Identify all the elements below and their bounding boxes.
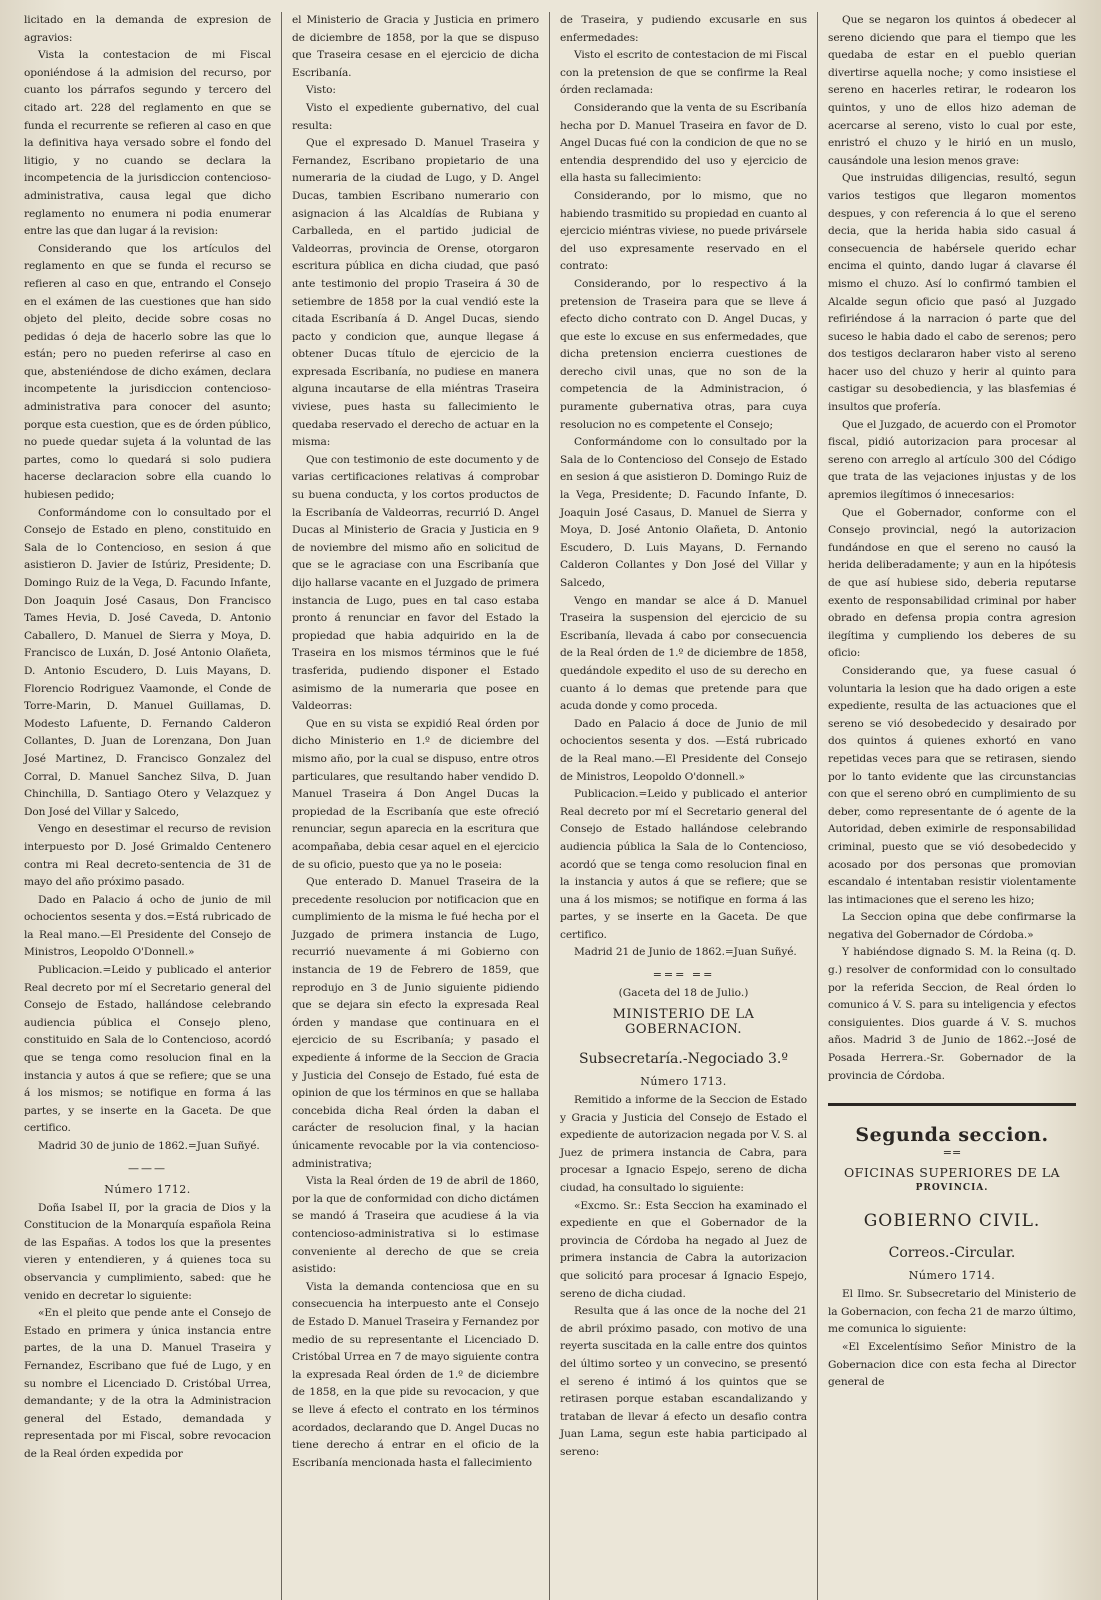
paragraph: Resulta que á las once de la noche del 21 de abril próximo pasado, con motivo de una reyerta suscitada en la calle entre dos quintos del último sorteo y un convecino, se presentó el sereno é intimó á los quintos que se retirasen porque estaban escandalizando y trataban de llevar á efecto un desafio contra Juan Lama, segun este habia participado al sereno: (560, 1305, 807, 1458)
section-divider (828, 1103, 1076, 1106)
subsection-heading: Correos.-Circular. (888, 1245, 1016, 1262)
paragraph: Que con testimonio de este documento y de varias certificaciones relativas á comprobar su buena conducta, y los cortos productos de la Escribanía de Valdeorras, recurrió D. Angel Ducas al Ministerio de Gracia y Justicia en 9 de noviembre del mismo año en solicitud de que se le agraciase con una Escribanía que dijo hallarse vacante en el Juzgado de primera instancia de Lugo, pues en tal caso estaba pronto á renunciar en favor del Estado la propiedad que habia adquirido en la de Traseira en los mismos términos que le fué trasferida, pudiendo disponer el Estado asimismo de la numeraria que posee en Valdeorras: (292, 453, 539, 713)
paragraph: Que el expresado D. Manuel Traseira y Fernandez, Escribano propietario de una numeraria de la ciudad de Lugo, y D. Angel Ducas, tambien Escribano numerario con asignacion á las Alcaldías de Rubiana y Carballeda, en el partido judicial de Valdeorras, provincia de Orense, otorgaron escritura pública en dicha ciudad, que pasó ante testimonio del propio Traseira á 30 de setiembre de 1858 por la cual vendió este la citada Escribanía á D. Angel Ducas, siendo pacto y condicion que, aunque llegase á obtener Ducas título de ejercicio de la expresada Escribanía, no pudiese en manera alguna incautarse de ella miéntras Traseira viviese, pues hasta su fallecimiento le quedaba reservado el derecho de actuar en la misma: (292, 137, 539, 449)
paragraph: Considerando, por lo respectivo á la pretension de Traseira para que se lleve á efecto dicho contrato con D. Angel Ducas, y que este lo excuse en sus enfermedades, que dicha pretension encierra cuestiones de derecho civil unas, que no son de la competencia de la Administracion, ó puramente gubernativa otras, para cuya resolucion no es competente el Consejo; (560, 277, 807, 431)
gazette-reference: (Gaceta del 18 de Julio.) (618, 987, 749, 1000)
paragraph: Vista la contestacion de mi Fiscal oponiéndose á la admision del recurso, por cuanto los párrafos segundo y tercero del citado art. 228 del reglamento en que se funda el recurrente se refieren al caso en que la definitiva haya versado sobre el fondo del litigio, y no cuando se declara la incompetencia de la jurisdiccion contencioso-administrativa, causa legal que dicho reglamento no enumera ni podia enumerar entre las que dan lugar á la revision: (24, 49, 271, 238)
paragraph: Que enterado D. Manuel Traseira de la precedente resolucion por notificacion que en cumplimiento de la misma le fué hecha por el Juzgado de primera instancia de Lugo, recurrió nuevamente á mi Gobierno con instancia de 19 de Febrero de 1859, que reprodujo en 3 de Junio siguiente pidiendo que se dejara sin efecto la expresada Real órden y mandase que continuara en el ejercicio de su Escribanía; y pasado el expediente á informe de la Seccion de Gracia y Justicia del Consejo de Estado, fué esta de opinion de que los términos en que se hallaba concebida dicha Real órden la daban el carácter de resolucion final, y la hacian únicamente revocable por la via contencioso-administrativa; (292, 876, 539, 1170)
paragraph: Dado en Palacio á ocho de junio de mil ochocientos sesenta y dos.=Está rubricado de la Real mano.—El Presidente del Consejo de Ministros, Leopoldo O'Donnell.» (24, 893, 271, 959)
paragraph: Conformándome con lo consultado por la Sala de lo Contencioso del Consejo de Estado en sesion á que asistieron D. Domingo Ruiz de la Vega, Presidente; D. Facundo Infante, D. Joaquin José Casaus, D. Manuel de Sierra y Moya, D. José Antonio Olañeta, D. Antonio Escudero, D. Luis Mayans, D. Fernando Calderon Collantes y Don José del Villar y Salcedo, (560, 436, 807, 589)
section-heading-gobierno: GOBIERNO CIVIL. (863, 1211, 1041, 1232)
paragraph: Visto: (306, 84, 336, 97)
section-heading-segunda: Segunda seccion. (855, 1124, 1049, 1147)
provincia-label: PROVINCIA. (915, 1183, 989, 1194)
separator: ——— (128, 1161, 167, 1175)
paragraph: Que instruidas diligencias, resultó, segun varios testigos que llegaron momentos despues, y con referencia á lo que el sereno decia, que la herida habia sido casual á consecuencia de habérsele querido echar encima el quinto, dando lugar á clavarse él mismo el chuzo. Así lo confirmó tambien el Alcalde segun oficio que pasó al Juzgado refiriéndose á la narracion ó parte que del suceso le habia dado el cabo de serenos; pero dos testigos declararon haber visto al sereno hacer uso del chuzo y herir al quinto para castigar su desobediencia, y las blasfemias é insultos que profería. (828, 172, 1076, 414)
paragraph: Considerando que la venta de su Escribanía hecha por D. Manuel Traseira en favor de D. Angel Ducas fué con la condicion de que no se entendia desprendido del uso y ejercicio de ella hasta su fallecimiento: (560, 101, 807, 185)
paragraph: Publicacion.=Leido y publicado el anterior Real decreto por mí el Secretario general del Consejo de Estado, hallándose celebrando audiencia pública el Consejo pleno, constituido en Sala de lo Contencioso, acordó que se tenga como resolucion final en la instancia y autos á que se refiere; que se una á los mismos; se notifique en forma á las partes, y se inserte en la Gaceta. De que certifico. (24, 964, 271, 1135)
paragraph: Que en su vista se expidió Real órden por dicho Ministerio en 1.º de diciembre del mismo año, por la cual se dispuso, entre otros particulares, que resultando haber vendido D. Manuel Traseira á Don Angel Ducas la propiedad de la Escribanía que este ofreció renunciar, segun aparecia en la escritura que acompañaba, debia cesar aquel en el ejercicio de su oficio, puesto que ya no le poseia: (292, 717, 539, 871)
paragraph: Remitido a informe de la Seccion de Estado y Gracia y Justicia del Consejo de Estado el expediente de autorizacion negada por V. S. al Juez de primera instancia de Cabra, para procesar a Ignacio Espejo, sereno de dicha ciudad, ha consultado lo siguiente: (560, 1094, 807, 1195)
paragraph: licitado en la demanda de expresion de agravios: (24, 14, 271, 44)
paragraph: Visto el escrito de contestacion de mi Fiscal con la pretension de que se confirme la Real órden reclamada: (560, 49, 807, 97)
item-number: Número 1713. (640, 1075, 727, 1089)
item-number: Número 1714. (908, 1269, 996, 1283)
paragraph: Vengo en desestimar el recurso de revision interpuesto por D. José Grimaldo Centenero contra mi Real decreto-sentencia de 31 de mayo del año próximo pasado. (24, 823, 271, 889)
paragraph: Dado en Palacio á doce de Junio de mil ochocientos sesenta y dos. —Está rubricado de la Real mano.—El Presidente del Consejo de Ministros, Leopoldo O'donnell.» (560, 717, 807, 783)
column-4 (818, 12, 1086, 1600)
oficinas-label: OFICINAS SUPERIORES DE LA (843, 1165, 1061, 1181)
paragraph: Y habiéndose dignado S. M. la Reina (q. D. g.) resolver de conformidad con lo consultado por la referida Seccion, de Real órden lo comunico á V. S. para su inteligencia y efectos consiguientes. Dios guarde á V. S. muchos años. Madrid 3 de Junio de 1862.--José de Posada Herrera.-Sr. Gobernador de la provincia de Córdoba. (828, 946, 1076, 1082)
paragraph: Vista la demanda contenciosa que en su consecuencia ha interpuesto ante el Consejo de Estado D. Manuel Traseira y Fernandez por medio de su representante el Licenciado D. Cristóbal Urrea en 7 de mayo siguiente contra la expresada Real órden de 1.º de diciembre de 1858, en la que pide su revocacion, y que se lleve á efecto el contrato en los términos acordados, declarando que D. Angel Ducas no tiene derecho á entrar en el oficio de la Escribanía mencionada hasta el fallecimiento (292, 1280, 539, 1469)
paragraph: Madrid 30 de junio de 1862.=Juan Suñyé. (38, 1140, 260, 1152)
paragraph: Doña Isabel II, por la gracia de Dios y la Constitucion de la Monarquía española Reina de las Españas. A todos los que la presentes vieren y entendieren, y á quienes toca su observancia y cumplimiento, sabed: que he venido en decretar lo siguiente: (24, 1201, 271, 1302)
paragraph: Madrid 21 de Junio de 1862.=Juan Suñyé. (574, 946, 797, 959)
paragraph: Que el Gobernador, conforme con el Consejo provincial, negó la autorizacion fundándose en que el sereno no causó la herida deliberadamente; y aun en la hipótesis de que así hubiese sido, deberia reputarse exento de responsabilidad criminal por haber obrado en defensa propia contra agresion ilegítima y cumpliendo los deberes de su oficio: (828, 506, 1076, 660)
paragraph: Considerando, por lo mismo, que no habiendo trasmitido su propiedad en cuanto al ejercicio miéntras viviese, no puede privársele del uso expresamente reservado en el contrato: (560, 189, 807, 273)
paragraph: Que el Juzgado, de acuerdo con el Promotor fiscal, pidió autorizacion para procesar al sereno con arreglo al artículo 300 del Código que trata de las vejaciones injustas y de los apremios ilegítimos ó innecesarios: (828, 418, 1076, 502)
paragraph: La Seccion opina que debe confirmarse la negativa del Gobernador de Córdoba.» (828, 911, 1076, 941)
separator: == (942, 1146, 962, 1160)
column-3 (550, 12, 818, 1600)
paragraph: Considerando que los artículos del reglamento en que se funda el recurso se refieren al caso en que, entrando el Consejo en el exámen de las cuestiones que han sido objeto del pleito, decide sobre cosas no pedidas ó deja de hacerlo sobre las que lo están; pero no pueden referirse al caso en que, absteniéndose de dicho exámen, declara incompetente la jurisdiccion contencioso-administrativa para conocer del asunto; porque esta cuestion, que es de órden público, no puede quedar sujeta á la voluntad de las partes, como lo quedará si solo pudiera hacerse declaracion sobre ella cuando lo hubiesen pedido; (24, 242, 271, 502)
paragraph: El Ilmo. Sr. Subsecretario del Ministerio de la Gobernacion, con fecha 21 de marzo último, me comunica lo siguiente: (828, 1288, 1076, 1336)
paragraph: Visto el expediente gubernativo, del cual resulta: (292, 101, 539, 132)
paragraph: «En el pleito que pende ante el Consejo de Estado en primera y única instancia entre partes, de la una D. Manuel Traseira y Fernandez, Escribano que fué de Lugo, y en su nombre el Licenciado D. Cristóbal Urrea, demandante; y de la otra la Administracion general del Estado, demandada y representada por mi Fiscal, sobre revocacion de la Real órden expedida por (24, 1307, 271, 1460)
paragraph: «Excmo. Sr.: Esta Seccion ha examinado el expediente en que el Gobernador de la provincia de Córdoba ha negado al Juez de primera instancia de Cabra la autorizacion que solicitó para procesar á Ignacio Espejo, sereno de dicha ciudad. (560, 1199, 807, 1300)
subsection-heading: Subsecretaría.-Negociado 3.º (579, 1051, 788, 1068)
paragraph: Vista la Real órden de 19 de abril de 1860, por la que de conformidad con dicho dictámen se mandó á Traseira que acudiese á la via contencioso-administrativa si lo estimase conveniente al derecho de que se creia asistido: (292, 1175, 539, 1276)
paragraph: Que se negaron los quintos á obedecer al sereno diciendo que para el tiempo que les quedaba de estar en el pueblo querian divertirse aquella noche; y como insistiese el sereno en hacerles retirar, le rodearon los quintos, y uno de ellos hizo ademan de acercarse al sereno, visto lo cual por este, enristró el chuzo y le hirió en un muslo, causándole una lesion menos grave: (828, 14, 1076, 167)
item-number: Número 1712. (104, 1182, 191, 1196)
paragraph: Vengo en mandar se alce á D. Manuel Traseira la suspension del ejercicio de su Escribanía, llevada á cabo por consecuencia de la Real órden de 1.º de diciembre de 1858, quedándole expedito el uso de su derecho en cuanto á lo demas que pretende para que acuda donde y como proceda. (560, 594, 807, 713)
paragraph: el Ministerio de Gracia y Justicia en primero de diciembre de 1858, por la que se dispuso que Traseira cesase en el ejercicio de dicha Escribanía. (292, 14, 539, 79)
paragraph: Considerando que, ya fuese casual ó voluntaria la lesion que ha dado origen a este expediente, resulta de las actuaciones que el sereno se vió desobedecido y desairado por dos quintos á quienes exhortó en vano repetidas veces para que se retirasen, siendo por lo tanto evidente que las circunstancias con que el sereno obró en cumplimiento de su deber, como representante de ó agente de la Autoridad, deben eximirle de responsabilidad criminal, puesto que se vió desobedecido y acosado por dos personas que promovian escandalo é intentaban resistir violentamente las intimaciones que el sereno les hizo; (828, 664, 1076, 906)
paragraph: Conformándome con lo consultado por el Consejo de Estado en pleno, constituido en Sala de lo Contencioso, en sesion á que asistieron D. Javier de Istúriz, Presidente; D. Domingo Ruiz de la Vega, D. Facundo Infante, Don Joaquin José Casaus, Don Francisco Tames Hevia, D. José Caveda, D. Antonio Caballero, D. Manuel de Sierra y Moya, D. Francisco de Luxán, D. José Antonio Olañeta, D. Antonio Escudero, D. Luis Mayans, D. Florencio Rodriguez Vaamonde, el Conde de Torre-Marin, D. Manuel Guillamas, D. Modesto Lafuente, D. Fernando Calderon Collantes, D. Juan de Lorenzana, Don Juan José Martinez, D. Francisco Gonzalez del Corral, D. Manuel Sanchez Silva, D. Juan Chinchilla, D. Santiago Otero y Velazquez y Don José del Villar y Salcedo, (24, 506, 271, 818)
columns (14, 12, 1087, 1600)
section-heading-oficinas (828, 1165, 1076, 1193)
separator: === == (652, 968, 715, 982)
section-heading-ministry: MINISTERIO DE LA GOBERNACION. (612, 1007, 755, 1038)
paragraph: de Traseira, y pudiendo excusarle en sus enfermedades: (560, 14, 807, 44)
column-2 (282, 12, 550, 1600)
paragraph: Publicacion.=Leido y publicado el anterior Real decreto por mí el Secretario general del Consejo de Estado hallándose celebrando audiencia pública la Sala de lo Contencioso, acordó que se tenga como resolucion final en la instancia y autos á que se refiere; que se una á los mismos; se notifique en forma á las partes, y se inserte en la Gaceta. De que certifico. (560, 788, 807, 941)
paragraph: «El Excelentísimo Señor Ministro de la Gobernacion dice con esta fecha al Director general de (828, 1341, 1076, 1389)
column-1 (14, 12, 282, 1600)
